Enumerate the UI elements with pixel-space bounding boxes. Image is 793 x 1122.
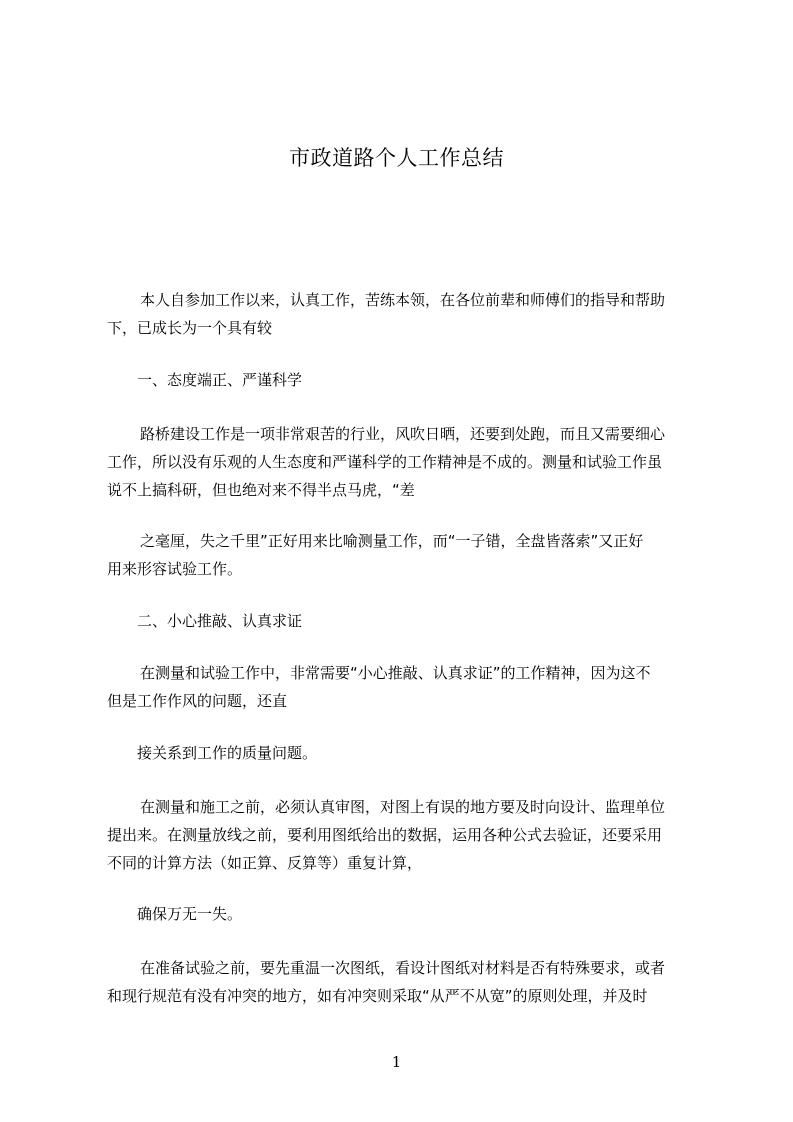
paragraph-line: 之毫厘，失之千里”正好用来比喻测量工作，而“一子错，全盘皆落索”又正好 <box>140 532 644 550</box>
paragraph-line: 在测量和试验工作中，非常需要“小心推敲、认真求证”的工作精神，因为这不 <box>140 664 651 682</box>
section-heading: 二、小心推敲、认真求证 <box>137 612 303 630</box>
paragraph-line: 路桥建设工作是一项非常艰苦的行业，风吹日晒，还要到处跑，而且又需要细心 <box>140 425 666 443</box>
paragraph-line: 在准备试验之前，要先重温一次图纸，看设计图纸对材料是否有特殊要求，或者 <box>140 959 666 977</box>
paragraph-line: 本人自参加工作以来，认真工作，苦练本领，在各位前辈和师傅们的指导和帮助 <box>140 291 666 309</box>
paragraph-line: 说不上搞科研，但也绝对来不得半点马虎，“差 <box>107 481 415 499</box>
paragraph-line: 提出来。在测量放线之前，要利用图纸给出的数据，运用各种公式去验证，还要采用 <box>107 826 663 844</box>
paragraph-line: 但是工作作风的问题，还直 <box>107 692 288 710</box>
paragraph-line: 在测量和施工之前，必须认真审图，对图上有误的地方要及时向设计、监理单位 <box>140 798 666 816</box>
page-number: 1 <box>391 1053 402 1071</box>
paragraph-line: 不同的计算方法（如正算、反算等）重复计算， <box>107 854 423 872</box>
paragraph-line: 下，已成长为一个具有较 <box>107 319 273 337</box>
paragraph-line: 用来形容试验工作。 <box>107 560 243 578</box>
section-heading: 一、态度端正、严谨科学 <box>137 371 303 389</box>
paragraph-line: 和现行规范有没有冲突的地方，如有冲突则采取“从严不从宽”的原则处理，并及时 <box>107 987 648 1005</box>
paragraph-line: 确保万无一失。 <box>137 905 243 923</box>
paragraph-line: 工作，所以没有乐观的人生态度和严谨科学的工作精神是不成的。测量和试验工作虽 <box>107 453 663 471</box>
paragraph-line: 接关系到工作的质量问题。 <box>137 744 318 762</box>
document-title: 市政道路个人工作总结 <box>289 146 504 170</box>
